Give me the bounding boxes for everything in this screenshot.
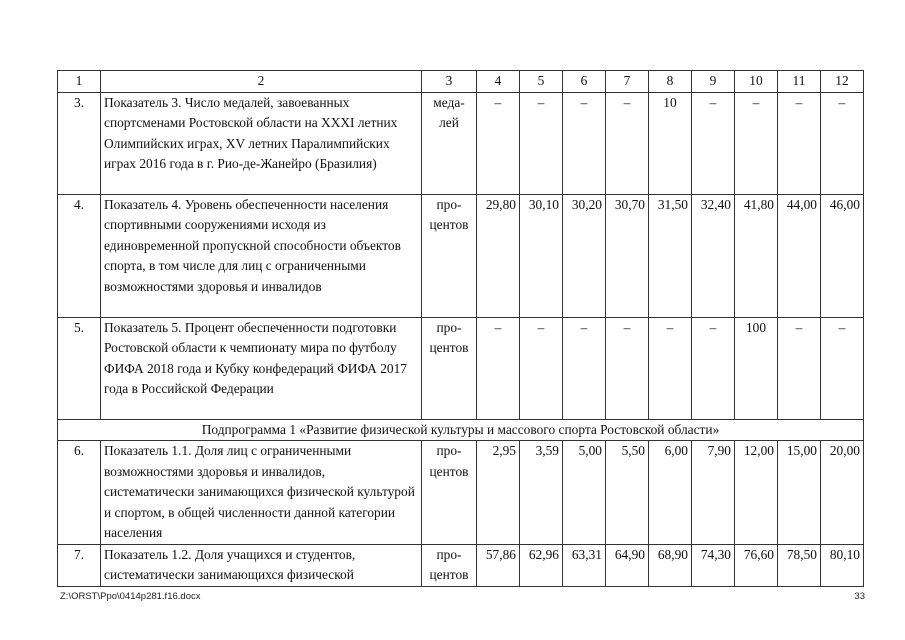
indicator-description: Показатель 3. Число медалей, завоеванных спортсменами Ростовской области на XXXI летних Олимпийских играх, XV летних Паралимпийских играх 2016 года в г. Рио-де-Жанейро (Бразилия): [101, 92, 422, 194]
value-cell: 41,80: [735, 194, 778, 317]
value-cell: 2,95: [477, 441, 520, 545]
col-header: 5: [520, 71, 563, 93]
value-cell: –: [520, 317, 563, 419]
value-cell: –: [735, 92, 778, 194]
value-cell: 46,00: [821, 194, 864, 317]
col-header: 6: [563, 71, 606, 93]
value-cell: –: [778, 317, 821, 419]
col-header: 11: [778, 71, 821, 93]
indicator-description: Показатель 5. Процент обеспеченности подготовки Ростовской области к чемпионату мира по футболу ФИФА 2018 года и Кубку конфедераций ФИФА 2017 года в Российской Федерации: [101, 317, 422, 419]
value-cell: 7,90: [692, 441, 735, 545]
col-header: 3: [422, 71, 477, 93]
value-cell: 44,00: [778, 194, 821, 317]
value-cell: 78,50: [778, 544, 821, 586]
value-cell: 20,00: [821, 441, 864, 545]
value-cell: –: [477, 317, 520, 419]
row-number: 7.: [58, 544, 101, 586]
value-cell: 12,00: [735, 441, 778, 545]
unit-cell: про-центов: [422, 317, 477, 419]
col-header: 10: [735, 71, 778, 93]
value-cell: 64,90: [606, 544, 649, 586]
value-cell: 30,20: [563, 194, 606, 317]
value-cell: –: [520, 92, 563, 194]
value-cell: 76,60: [735, 544, 778, 586]
value-cell: 80,10: [821, 544, 864, 586]
col-header: 4: [477, 71, 520, 93]
column-numbers-row: [58, 71, 864, 93]
value-cell: 74,30: [692, 544, 735, 586]
table-row: [58, 544, 864, 586]
value-cell: 29,80: [477, 194, 520, 317]
col-header: 7: [606, 71, 649, 93]
value-cell: 15,00: [778, 441, 821, 545]
indicator-description: Показатель 1.2. Доля учащихся и студентов, систематически занимающихся физической: [101, 544, 422, 586]
value-cell: 63,31: [563, 544, 606, 586]
value-cell: 32,40: [692, 194, 735, 317]
subprogram-row: [58, 419, 864, 441]
indicators-table: [57, 70, 864, 587]
value-cell: –: [563, 92, 606, 194]
value-cell: 5,50: [606, 441, 649, 545]
table-row: [58, 194, 864, 317]
indicator-description: Показатель 4. Уровень обеспеченности населения спортивными сооружениями исходя из единовременной пропускной способности объектов спорта, в том числе для лиц с ограниченными возможностями здоровья и инвалидов: [101, 194, 422, 317]
value-cell: –: [606, 92, 649, 194]
value-cell: 30,70: [606, 194, 649, 317]
value-cell: –: [692, 317, 735, 419]
unit-cell: про-центов: [422, 441, 477, 545]
value-cell: –: [778, 92, 821, 194]
col-header: 9: [692, 71, 735, 93]
value-cell: 10: [649, 92, 692, 194]
value-cell: 3,59: [520, 441, 563, 545]
file-path: Z:\ORST\Ppo\0414p281.f16.docx: [60, 591, 201, 602]
value-cell: 6,00: [649, 441, 692, 545]
value-cell: 30,10: [520, 194, 563, 317]
unit-cell: про-центов: [422, 544, 477, 586]
value-cell: 5,00: [563, 441, 606, 545]
col-header: 1: [58, 71, 101, 93]
col-header: 2: [101, 71, 422, 93]
unit-cell: про-центов: [422, 194, 477, 317]
value-cell: –: [477, 92, 520, 194]
unit-cell: меда-лей: [422, 92, 477, 194]
value-cell: –: [649, 317, 692, 419]
page-number: 33: [854, 591, 865, 602]
table-row: [58, 441, 864, 545]
row-number: 5.: [58, 317, 101, 419]
subprogram-title: Подпрограмма 1 «Развитие физической культуры и массового спорта Ростовской области»: [58, 419, 864, 441]
indicator-description: Показатель 1.1. Доля лиц с ограниченными возможностями здоровья и инвалидов, систематически занимающихся физической культурой и спортом, в общей численности данной категории населения: [101, 441, 422, 545]
row-number: 3.: [58, 92, 101, 194]
table-row: [58, 92, 864, 194]
value-cell: –: [692, 92, 735, 194]
value-cell: 62,96: [520, 544, 563, 586]
value-cell: 57,86: [477, 544, 520, 586]
value-cell: –: [821, 317, 864, 419]
col-header: 12: [821, 71, 864, 93]
value-cell: –: [821, 92, 864, 194]
value-cell: –: [606, 317, 649, 419]
value-cell: 31,50: [649, 194, 692, 317]
row-number: 6.: [58, 441, 101, 545]
table-row: [58, 317, 864, 419]
row-number: 4.: [58, 194, 101, 317]
value-cell: –: [563, 317, 606, 419]
col-header: 8: [649, 71, 692, 93]
value-cell: 68,90: [649, 544, 692, 586]
value-cell: 100: [735, 317, 778, 419]
